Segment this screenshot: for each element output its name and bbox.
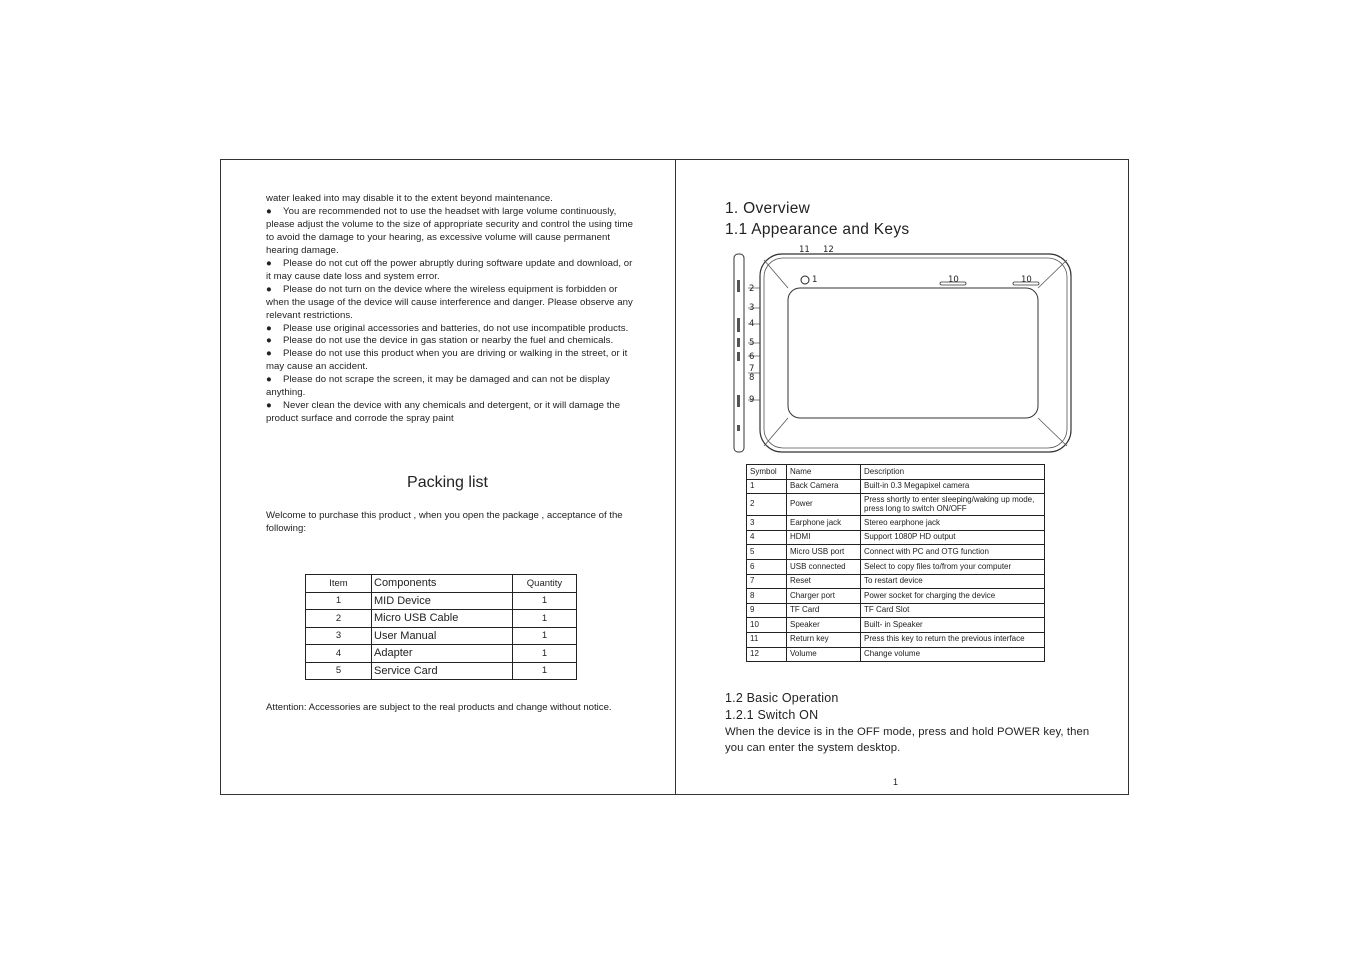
callout-1: 1 xyxy=(812,275,818,285)
table-row xyxy=(306,627,577,645)
cell-description: TF Card Slot xyxy=(861,603,1045,618)
table-row xyxy=(747,603,1045,618)
callout-3: 3 xyxy=(749,303,755,313)
cell-quantity: 1 xyxy=(513,592,577,610)
table-row xyxy=(747,618,1045,633)
cell-component: User Manual xyxy=(372,627,513,645)
cell-item: 5 xyxy=(306,662,372,680)
page-number: 1 xyxy=(893,777,899,787)
cell-description: Press shortly to enter sleeping/waking up mode, press long to switch ON/OFF xyxy=(861,494,1045,516)
warning-item: ● Never clean the device with any chemicals and detergent, or it will damage the product surface and corrode the spray paint xyxy=(266,400,621,425)
safety-warnings xyxy=(266,193,636,426)
table-row xyxy=(747,574,1045,589)
warning-item: ● Please do not turn on the device where the wireless equipment is forbidden or when the usage of the device will cause interference and danger. Please observe any relevant restrictions. xyxy=(266,283,633,321)
cell-quantity: 1 xyxy=(513,627,577,645)
callout-10: 10 xyxy=(948,275,959,285)
cell-symbol: 2 xyxy=(747,494,787,516)
header-item: Item xyxy=(306,575,372,593)
callout-2: 2 xyxy=(749,284,755,294)
cell-item: 3 xyxy=(306,627,372,645)
cell-description: Change volume xyxy=(861,647,1045,662)
bullet-icon: ● xyxy=(266,335,272,347)
cell-name: Charger port xyxy=(787,589,861,604)
tablet-front-bevel xyxy=(764,258,1067,448)
cell-description: To restart device xyxy=(861,574,1045,589)
cell-quantity: 1 xyxy=(513,610,577,628)
cell-name: Power xyxy=(787,494,861,516)
side-port-shape xyxy=(737,338,740,347)
cell-description: Select to copy files to/from your computer xyxy=(861,559,1045,574)
cell-item: 4 xyxy=(306,645,372,663)
header-symbol: Symbol xyxy=(747,465,787,480)
tablet-outline-svg xyxy=(730,240,1075,455)
warning-item: ● Please use original accessories and batteries, do not use incompatible products. xyxy=(266,322,629,334)
cell-symbol: 12 xyxy=(747,647,787,662)
side-slot-shape xyxy=(737,395,740,407)
switch-on-instructions: When the device is in the OFF mode, press and hold POWER key, then you can enter the system desktop. xyxy=(725,726,1090,754)
table-row xyxy=(306,610,577,628)
table-row xyxy=(747,647,1045,662)
side-button-shape xyxy=(737,280,740,292)
table-header-row xyxy=(747,465,1045,480)
header-quantity: Quantity xyxy=(513,575,577,593)
table-row xyxy=(306,662,577,680)
warning-item: ● Please do not cut off the power abruptly during software update and download, or it may cause date loss and system error. xyxy=(266,257,633,282)
table-row xyxy=(747,589,1045,604)
cell-symbol: 9 xyxy=(747,603,787,618)
cell-symbol: 1 xyxy=(747,479,787,494)
callout-9: 9 xyxy=(749,395,755,405)
packing-table xyxy=(305,574,577,680)
cell-name: Reset xyxy=(787,574,861,589)
cell-component: MID Device xyxy=(372,592,513,610)
cell-name: Volume xyxy=(787,647,861,662)
cell-name: TF Card xyxy=(787,603,861,618)
cell-name: Back Camera xyxy=(787,479,861,494)
cell-name: Speaker xyxy=(787,618,861,633)
cell-item: 2 xyxy=(306,610,372,628)
table-row xyxy=(747,516,1045,531)
cell-description: Support 1080P HD output xyxy=(861,530,1045,545)
heading-overview: 1. Overview xyxy=(725,200,811,217)
callout-4: 4 xyxy=(749,319,755,329)
warning-item: ● Please do not scrape the screen, it may be damaged and can not be display anything. xyxy=(266,374,610,399)
header-name: Name xyxy=(787,465,861,480)
bullet-icon: ● xyxy=(266,257,272,269)
cell-symbol: 4 xyxy=(747,530,787,545)
page-divider xyxy=(675,159,676,795)
cell-description: Built-in 0.3 Megapixel camera xyxy=(861,479,1045,494)
cell-name: Earphone jack xyxy=(787,516,861,531)
cell-symbol: 7 xyxy=(747,574,787,589)
bullet-icon: ● xyxy=(266,322,272,334)
callout-6: 6 xyxy=(749,352,755,362)
callout-11: 11 xyxy=(799,245,810,255)
table-row xyxy=(306,645,577,663)
attention-note: Attention: Accessories are subject to the real products and change without notice. xyxy=(266,702,612,713)
bullet-icon: ● xyxy=(266,283,272,295)
callout-5: 5 xyxy=(749,338,755,348)
cell-description: Power socket for charging the device xyxy=(861,589,1045,604)
cell-description: Press this key to return the previous interface xyxy=(861,632,1045,647)
side-port-shape xyxy=(737,425,740,431)
cell-component: Micro USB Cable xyxy=(372,610,513,628)
cell-name: Return key xyxy=(787,632,861,647)
cell-component: Adapter xyxy=(372,645,513,663)
warning-item: ● Please do not use this product when you are driving or walking in the street, or it may cause an accident. xyxy=(266,348,628,373)
cell-name: USB connected xyxy=(787,559,861,574)
table-row xyxy=(747,530,1045,545)
cell-symbol: 6 xyxy=(747,559,787,574)
cell-symbol: 8 xyxy=(747,589,787,604)
header-components: Components xyxy=(372,575,513,593)
keys-table xyxy=(746,464,1045,662)
heading-appearance-keys: 1.1 Appearance and Keys xyxy=(725,221,910,238)
cell-symbol: 11 xyxy=(747,632,787,647)
header-description: Description xyxy=(861,465,1045,480)
cell-description: Built- in Speaker xyxy=(861,618,1045,633)
table-row xyxy=(747,479,1045,494)
callout-8: 8 xyxy=(749,373,755,383)
bullet-icon: ● xyxy=(266,348,272,360)
heading-basic-operation: 1.2 Basic Operation xyxy=(725,691,839,705)
table-row xyxy=(306,592,577,610)
callout-10: 10 xyxy=(1021,275,1032,285)
bullet-icon: ● xyxy=(266,205,272,217)
side-port-shape xyxy=(737,318,740,332)
cell-description: Stereo earphone jack xyxy=(861,516,1045,531)
cell-quantity: 1 xyxy=(513,662,577,680)
table-row xyxy=(747,545,1045,560)
tablet-screen xyxy=(788,288,1038,418)
camera-icon xyxy=(801,276,809,284)
heading-switch-on: 1.2.1 Switch ON xyxy=(725,708,819,722)
bullet-icon: ● xyxy=(266,374,272,386)
cell-symbol: 5 xyxy=(747,545,787,560)
table-row xyxy=(747,494,1045,516)
welcome-text: Welcome to purchase this product , when you open the package , acceptance of the following: xyxy=(266,510,623,534)
warning-item: ● You are recommended not to use the headset with large volume continuously, please adjust the volume to the size of appropriate security and control the using time to avoid the damage to your hearing, as excessive volume will cause permanent hearing damage. xyxy=(266,205,633,256)
warning-item: water leaked into may disable it to the extent beyond maintenance. xyxy=(266,193,554,204)
cell-name: Micro USB port xyxy=(787,545,861,560)
cell-component: Service Card xyxy=(372,662,513,680)
packing-list-title: Packing list xyxy=(407,474,488,491)
callout-7: 7 xyxy=(749,364,755,374)
table-row xyxy=(747,559,1045,574)
cell-item: 1 xyxy=(306,592,372,610)
table-header-row xyxy=(306,575,577,593)
cell-name: HDMI xyxy=(787,530,861,545)
warning-item: ● Please do not use the device in gas station or nearby the fuel and chemicals. xyxy=(266,335,614,347)
cell-symbol: 10 xyxy=(747,618,787,633)
cell-quantity: 1 xyxy=(513,645,577,663)
tablet-diagram xyxy=(730,240,1075,455)
table-row xyxy=(747,632,1045,647)
callout-12: 12 xyxy=(823,245,834,255)
cell-description: Connect with PC and OTG function xyxy=(861,545,1045,560)
bullet-icon: ● xyxy=(266,400,272,412)
cell-symbol: 3 xyxy=(747,516,787,531)
side-port-shape xyxy=(737,352,740,361)
